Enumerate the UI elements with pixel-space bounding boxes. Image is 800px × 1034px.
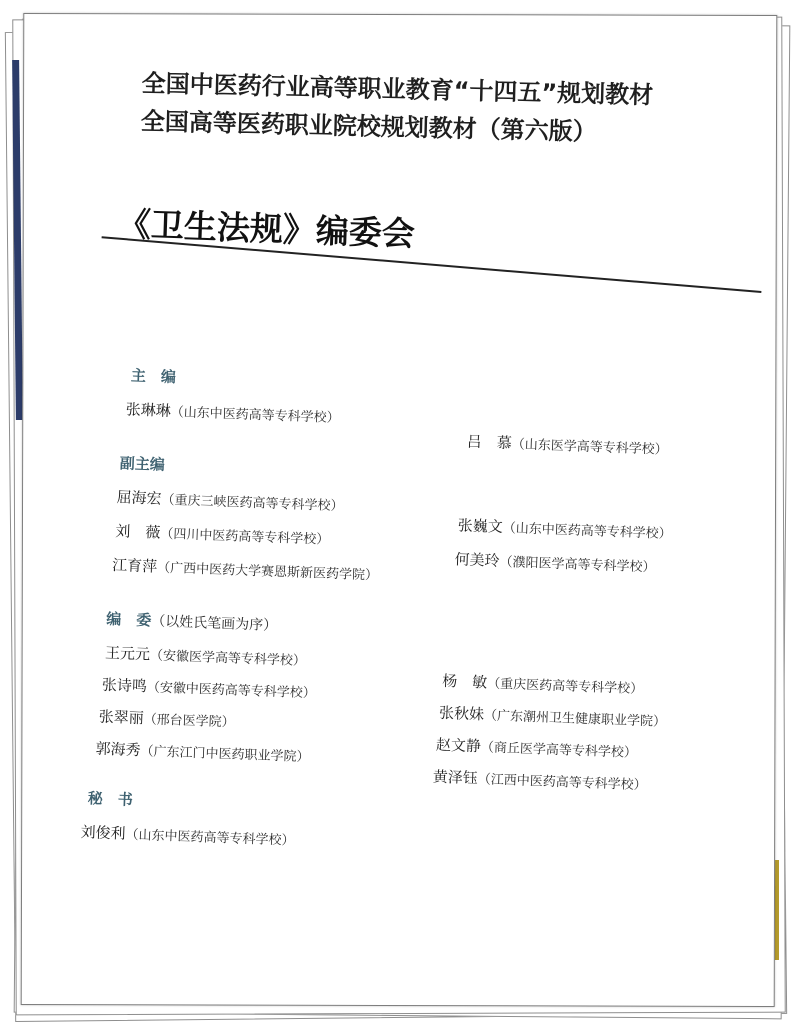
member-name: 张诗鸣 [101,675,148,696]
member-name: 张琳琳 [125,400,172,420]
member-affiliation: （山东中医药高等专科学校） [125,827,295,849]
member-name: 张巍文 [457,516,504,536]
section-heading-secretary: 秘 书 [87,789,134,809]
series-line-1: 全国中医药行业高等职业教育“十四五”规划教材 [141,69,654,110]
member-entry [116,486,344,515]
member-entry [95,738,310,767]
member-name: 刘俊利 [80,823,126,843]
member-name: 赵文静 [435,735,482,756]
member-affiliation: （山东医学高等专科学校） [511,437,668,458]
member-entry [115,520,330,549]
member-entry [454,548,656,576]
member-entry [112,554,379,585]
member-name: 黄泽钰 [432,767,479,788]
member-affiliation: （安徽医学高等专科学校） [149,648,307,669]
member-name: 杨 敏 [441,671,488,692]
member-entry [102,674,317,703]
member-entry [466,431,668,459]
member-name: 郭海秀 [95,739,141,760]
member-entry [439,702,667,731]
member-affiliation: （四川中医药高等专科学校） [160,526,330,548]
book-title: 《卫生法规》编委会 [117,204,416,254]
member-affiliation: （重庆医药高等专科学校） [486,676,644,698]
member-affiliation: （山东中医药高等专科学校） [502,520,672,542]
member-affiliation: （江西中医药高等专科学校） [477,772,647,794]
member-affiliation: （邢台医学院） [143,712,235,731]
member-entry [80,821,295,850]
member-affiliation: （广西中医药大学赛恩斯新医药学院） [156,560,379,584]
member-name: 屈海宏 [116,488,162,508]
member-entry [442,670,644,698]
member-entry [436,734,638,762]
member-affiliation: （商丘医学高等专科学校） [480,740,638,761]
member-affiliation: （濮阳医学高等专科学校） [499,554,656,576]
section-heading-chief-editor: 主 编 [130,366,177,387]
member-name: 张翠丽 [98,707,145,728]
member-name: 刘 薇 [115,522,161,542]
member-affiliation: （广东潮州卫生健康职业学院） [483,708,667,730]
member-name: 王元元 [104,643,151,664]
member-name: 张秋妹 [438,703,485,724]
member-name: 何美玲 [454,550,500,570]
member-affiliation: （安徽中医药高等专科学校） [146,680,317,702]
member-entry [432,766,647,795]
member-affiliation: （山东中医药高等专科学校） [170,405,340,427]
section-heading-editorial-board [106,608,278,635]
member-name: 江育萍 [111,556,158,576]
member-affiliation: （广东江门中医药职业学院） [140,744,310,766]
member-entry [457,514,672,543]
series-line-2: 全国高等医药职业院校规划教材（第六版） [140,107,598,147]
member-name: 吕 慕 [466,432,513,453]
document-page [21,13,778,1007]
section-heading-label: 编 委 [105,609,152,630]
member-affiliation: （重庆三峡医药高等专科学校） [161,492,344,515]
member-entry [98,706,235,732]
member-entry [105,642,307,670]
member-entry [125,398,340,427]
section-heading-note: （以姓氏笔画为序） [150,613,278,634]
section-heading-deputy-editor: 副主编 [119,454,166,474]
editorial-board-list [21,13,778,1007]
